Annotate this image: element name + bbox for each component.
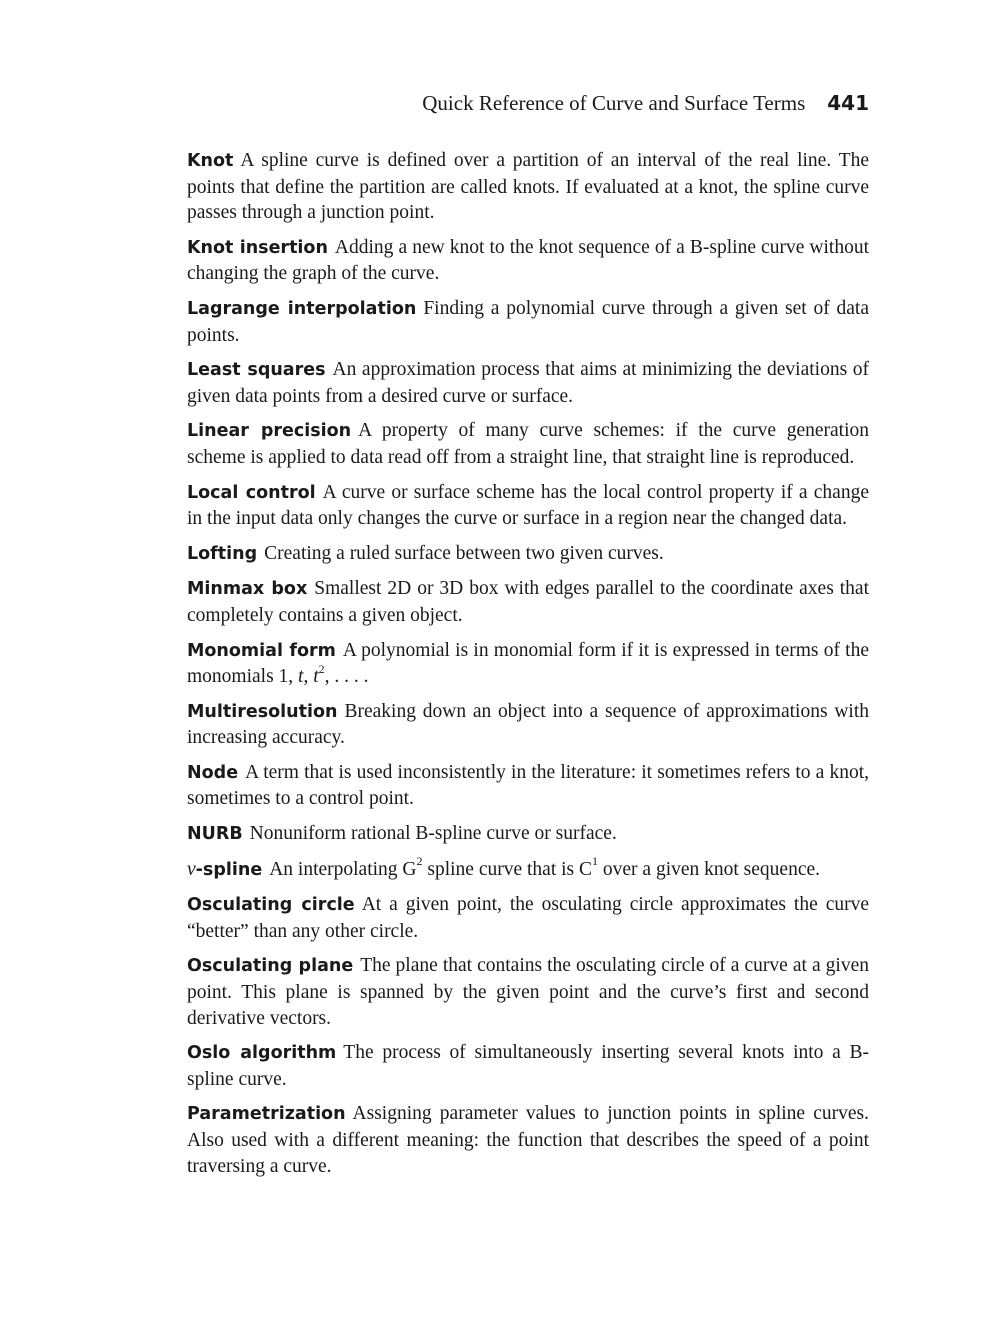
glossary-term: Linear precision [187, 421, 352, 442]
glossary-entry-minmax-box [187, 576, 869, 628]
glossary-definition-part: An interpolating G [269, 858, 417, 880]
glossary-term: Knot insertion [187, 237, 328, 258]
glossary-definition: A term that is used inconsistently in the literature: it sometimes refers to a knot, sometimes to a control point. [187, 761, 869, 810]
glossary-term: Knot [187, 151, 234, 171]
running-head [187, 88, 869, 118]
glossary-term: NURB [187, 824, 243, 845]
glossary-definition: Adding a new knot to the knot sequence of a B-spline curve without changing the graph of the curve. [187, 236, 870, 285]
glossary-definition: The plane that contains the osculating circle of a curve at a given point. This plane is spanned by the given point and the curve’s first and second derivative vectors. [187, 955, 869, 1029]
glossary-definition: An approximation process that aims at minimizing the deviations of given data points from a desired curve or surface. [187, 359, 869, 407]
glossary-entry-nu-spline [187, 854, 869, 884]
glossary-term-rest: -spline [195, 859, 263, 880]
glossary-definition-part: over a given knot sequence. [598, 858, 821, 880]
page-number: 441 [827, 91, 869, 115]
glossary-entry-multiresolution [187, 699, 869, 751]
glossary-term [187, 860, 262, 880]
glossary-definition: Breaking down an object into a sequence of approximations with increasing accuracy. [187, 700, 869, 749]
glossary-term: Lagrange interpolation [187, 298, 417, 319]
glossary-definition-suffix: , . . . . [324, 666, 369, 688]
glossary-entries [187, 148, 869, 1188]
glossary-definition: Smallest 2D or 3D box with edges parallel to the coordinate axes that completely contains a given object. [187, 578, 870, 626]
glossary-definition: Nonuniform rational B-spline curve or surface. [249, 823, 617, 845]
glossary-definition-prefix: A polynomial is in monomial form if it is expressed in terms of the monomials 1, [187, 639, 869, 688]
glossary-term: Oslo algorithm [187, 1043, 337, 1064]
glossary-entry-parametrization [187, 1101, 869, 1179]
glossary-definition-part: spline curve that is C [422, 858, 593, 880]
glossary-entry-knot-insertion [187, 235, 869, 287]
glossary-term: Lofting [187, 543, 258, 564]
glossary-entry-node [187, 760, 869, 812]
glossary-entry-local-control [187, 480, 869, 532]
glossary-term: Node [187, 762, 239, 783]
glossary-entry-least-squares [187, 357, 869, 409]
glossary-term: Local control [187, 482, 316, 503]
glossary-entry-knot [187, 148, 869, 226]
glossary-entry-nurb [187, 821, 869, 848]
glossary-entry-lofting [187, 541, 869, 568]
math-variable-t: t [298, 666, 304, 688]
glossary-term: Osculating circle [187, 895, 355, 916]
math-variable-t-squared: t [313, 666, 319, 688]
glossary-entry-monomial-form [187, 638, 869, 690]
math-exponent: 1 [592, 854, 599, 869]
math-exponent: 2 [416, 854, 423, 869]
glossary-term: Least squares [187, 360, 326, 381]
glossary-definition: Creating a ruled surface between two given curves. [264, 542, 664, 564]
math-exponent: 2 [318, 661, 325, 676]
glossary-entry-osculating-circle [187, 892, 869, 944]
glossary-term: Multiresolution [187, 701, 338, 722]
math-comma: , [303, 666, 314, 688]
nu-symbol: ν [187, 858, 196, 880]
glossary-definition: A curve or surface scheme has the local control property if a change in the input data only changes the curve or surface in a region near the changed data. [187, 481, 869, 530]
glossary-definition: At a given point, the osculating circle approximates the curve “better” than any other circle. [187, 894, 869, 942]
glossary-definition: A property of many curve schemes: if the curve generation scheme is applied to data read off from a straight line, that straight line is reproduced. [187, 420, 870, 468]
glossary-definition: Assigning parameter values to junction points in spline curves. Also used with a different meaning: the function that describes the speed of a point traversing a curve. [187, 1103, 869, 1177]
glossary-term: Minmax box [187, 579, 308, 600]
running-head-title: Quick Reference of Curve and Surface Terms [422, 91, 806, 115]
glossary-entry-linear-precision [187, 418, 869, 470]
glossary-term: Osculating plane [187, 956, 354, 977]
glossary-entry-lagrange-interpolation [187, 296, 869, 348]
glossary-term: Parametrization [187, 1104, 346, 1125]
glossary-definition: The process of simultaneously inserting several knots into a B-spline curve. [187, 1042, 870, 1090]
glossary-entry-osculating-plane [187, 953, 869, 1031]
glossary-entry-oslo-algorithm [187, 1040, 869, 1092]
glossary-definition: Finding a polynomial curve through a given set of data points. [187, 297, 869, 346]
glossary-definition: A spline curve is defined over a partition of an interval of the real line. The points that define the partition are called knots. If evaluated at a knot, the spline curve passes through a junction point. [187, 150, 869, 224]
glossary-term: Monomial form [187, 640, 336, 661]
